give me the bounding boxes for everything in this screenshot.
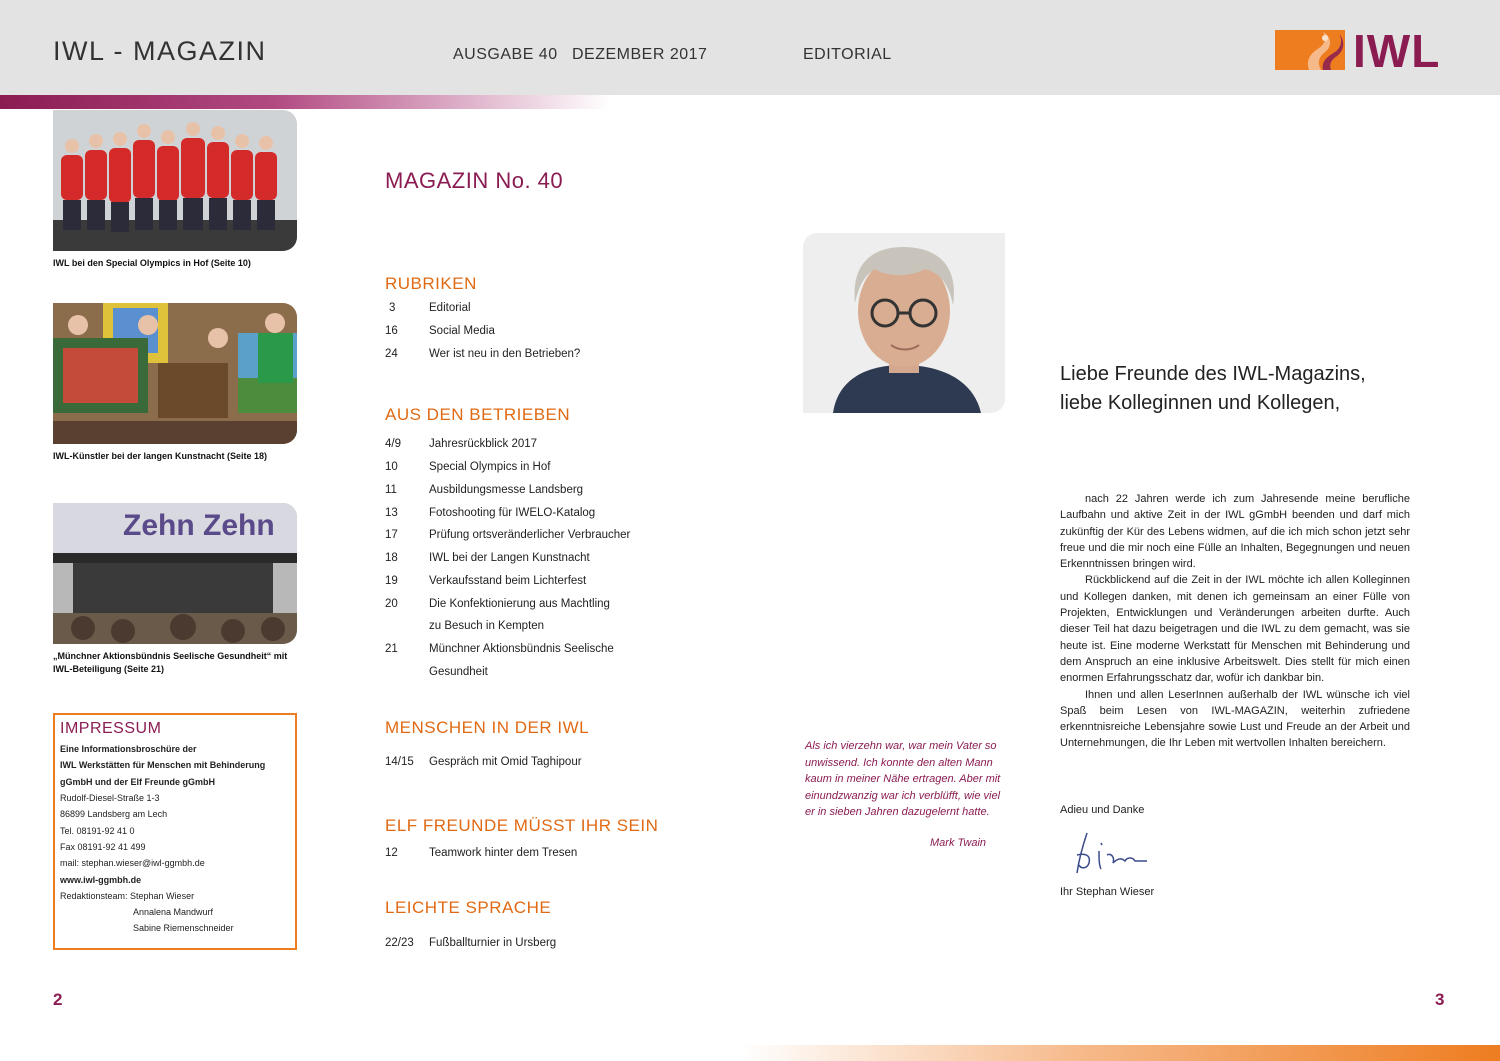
- toc-text: Jahresrückblick 2017: [429, 438, 538, 450]
- toc-page: 19: [385, 575, 398, 587]
- photo-kunstnacht: [53, 303, 297, 444]
- toc-item: [385, 302, 715, 324]
- logo-figure-icon: [1275, 30, 1345, 70]
- signature-icon: [1065, 825, 1165, 880]
- page-number-left: 2: [53, 990, 63, 1009]
- issue-date: DEZEMBER 2017: [572, 46, 708, 63]
- editorial-paragraph: Rückblickend auf die Zeit in der IWL möchte ich allen Kolleginnen und Kollegen danken, mit denen ich gemeinsam an einer Fülle von Projekten, Entwicklungen und Veränderungen arbeiten durfte. Auch dieser Teil hat dazu beigetragen und die IWL zu dem gemacht, was sie heute ist. Eine moderne Werkstatt für Menschen mit Behinderung und dem Anspruch an eine inklusive Arbeitswelt. Dies stellt für mich einen enormen Erfahrungsschatz dar, wofür ich dankbar bin.: [1060, 574, 1410, 685]
- toc-section-title: LEICHTE SPRACHE: [385, 898, 552, 917]
- quote-text: Als ich vierzehn war, war mein Vater so unwissend. Ich konnte den alten Mann kaum in meiner Nähe ertragen. Aber mit einundzwanzig war ich verblüfft, wie viel er in sieben Jahren dazugelernt hatte.: [805, 740, 1001, 818]
- accent-bar: [0, 95, 610, 109]
- toc-text: Special Olympics in Hof: [429, 461, 551, 473]
- impressum-box: [53, 713, 297, 950]
- greeting-line: liebe Kolleginnen und Kollegen,: [1060, 392, 1341, 414]
- toc-page: 4/9: [385, 438, 401, 450]
- toc-item: [385, 937, 715, 959]
- toc-item: [385, 847, 715, 869]
- toc-title: MAGAZIN No. 40: [385, 168, 564, 193]
- editorial-closing: Adieu und Danke: [1060, 804, 1145, 816]
- impressum-title: IMPRESSUM: [60, 720, 162, 737]
- impressum-line: gGmbH und der Elf Freunde gGmbH: [60, 777, 215, 787]
- toc-text: Prüfung ortsveränderlicher Verbraucher: [429, 529, 631, 541]
- impressum-line: www.iwl-ggmbh.de: [60, 875, 142, 885]
- toc-page: 24: [385, 348, 398, 360]
- impressum-line: 86899 Landsberg am Lech: [60, 809, 168, 819]
- toc-text: IWL bei der Langen Kunstnacht: [429, 552, 590, 564]
- editorial-body: [1060, 491, 1410, 752]
- toc-page: 22/23: [385, 937, 414, 949]
- impressum-line: IWL Werkstätten für Menschen mit Behinderung: [60, 760, 266, 770]
- toc-item: [385, 438, 715, 460]
- toc-item: [385, 756, 715, 778]
- impressum-line: Fax 08191-92 41 499: [60, 842, 146, 852]
- quote-author: Mark Twain: [930, 837, 987, 849]
- toc-page: 14/15: [385, 756, 414, 768]
- svg-text:Zehn Zehn: Zehn Zehn: [123, 509, 275, 542]
- toc-item: [385, 529, 715, 551]
- toc-text: Editorial: [429, 302, 471, 314]
- toc-page: 13: [385, 507, 398, 519]
- toc-section-title: MENSCHEN IN DER IWL: [385, 718, 590, 737]
- toc-page: 18: [385, 552, 398, 564]
- iwl-logo: [1275, 25, 1447, 77]
- toc-section-title: AUS DEN BETRIEBEN: [385, 405, 571, 424]
- photo-special-olympics: [53, 110, 297, 251]
- editorial-signer: Ihr Stephan Wieser: [1060, 886, 1155, 898]
- impressum-line: Redaktionsteam: Stephan Wieser: [60, 891, 195, 901]
- toc-text: Social Media: [429, 325, 495, 337]
- toc-page: 17: [385, 529, 398, 541]
- toc-item: [385, 598, 715, 620]
- editorial-greeting: [1060, 360, 1440, 418]
- toc-item: [385, 461, 715, 483]
- page-header: [0, 0, 1500, 95]
- section-label: EDITORIAL: [803, 46, 892, 63]
- toc-page: 16: [385, 325, 398, 337]
- toc-item: [385, 666, 715, 688]
- editorial-paragraph: Ihnen und allen LeserInnen außerhalb der IWL wünsche ich viel Spaß beim Lesen von IWL-MAGAZIN, weiterhin zufriedene erkenntnisreiche Lebensjahre sowie Lust und Freude an der Arbeit und Unternehmungen, die Ihr Leben mit wertvollen Inhalten bereichern.: [1060, 688, 1410, 750]
- toc-text: Teamwork hinter dem Tresen: [429, 847, 578, 859]
- impressum-line: Sabine Riemenschneider: [133, 923, 234, 933]
- toc-page: 3: [389, 302, 396, 314]
- toc-text: Die Konfektionierung aus Machtling: [429, 598, 610, 610]
- toc-page: 20: [385, 598, 398, 610]
- photo-caption: IWL bei den Special Olympics in Hof (Seite 10): [53, 258, 251, 268]
- toc-item: [385, 643, 715, 665]
- toc-item: [385, 620, 715, 642]
- accent-bar-bottom: [740, 1045, 1500, 1061]
- impressum-line: Annalena Mandwurf: [133, 907, 214, 917]
- toc-text: Münchner Aktionsbündnis Seelische: [429, 643, 614, 655]
- toc-text: Gespräch mit Omid Taghipour: [429, 756, 582, 768]
- impressum-line: Eine Informationsbroschüre der: [60, 744, 197, 754]
- toc-text: Verkaufsstand beim Lichterfest: [429, 575, 587, 587]
- toc-section-title: RUBRIKEN: [385, 274, 477, 293]
- impressum-line: Tel. 08191-92 41 0: [60, 826, 135, 836]
- portrait-photo: [803, 233, 1005, 413]
- photo-aktionsbuendnis: [53, 503, 297, 644]
- toc-item: [385, 575, 715, 597]
- toc-text: Wer ist neu in den Betrieben?: [429, 348, 581, 360]
- toc-page: 11: [385, 484, 397, 496]
- toc-page: 10: [385, 461, 398, 473]
- toc-page: 21: [385, 643, 398, 655]
- toc-text: Gesundheit: [429, 666, 488, 678]
- toc-text: Fotoshooting für IWELO-Katalog: [429, 507, 596, 519]
- toc-text: Fußballturnier in Ursberg: [429, 937, 557, 949]
- greeting-line: Liebe Freunde des IWL-Magazins,: [1060, 363, 1366, 385]
- toc-item: [385, 348, 715, 370]
- toc-item: [385, 552, 715, 574]
- impressum-line: mail: stephan.wieser@iwl-ggmbh.de: [60, 858, 205, 868]
- editorial-paragraph: nach 22 Jahren werde ich zum Jahresende meine berufliche Laufbahn und aktive Zeit in der IWL gGmbH beenden und darf mich zukünftig der Kür des Lebens widmen, auf die ich mich schon jetzt sehr freue und die mir noch eine Fülle an Inhalten, Begegnungen und neuen Erkenntnissen bringen wird.: [1060, 493, 1410, 571]
- toc-item: [385, 484, 715, 506]
- toc-text: Ausbildungsmesse Landsberg: [429, 484, 584, 496]
- photo-caption: „Münchner Aktionsbündnis Seelische Gesundheit“ mit IWL-Beteiligung (Seite 21): [53, 651, 288, 674]
- magazine-title: IWL - MAGAZIN: [53, 36, 267, 66]
- issue-number: AUSGABE 40: [453, 46, 558, 63]
- toc-item: [385, 507, 715, 529]
- photo-caption: IWL-Künstler bei der langen Kunstnacht (Seite 18): [53, 451, 268, 461]
- impressum-line: Rudolf-Diesel-Straße 1-3: [60, 793, 160, 803]
- toc-item: [385, 325, 715, 347]
- toc-section-title: ELF FREUNDE MÜSST IHR SEIN: [385, 816, 659, 835]
- logo-text: IWL: [1353, 25, 1441, 77]
- toc-page: 12: [385, 847, 398, 859]
- page-number-right: 3: [1435, 990, 1445, 1009]
- toc-text: zu Besuch in Kempten: [429, 620, 545, 632]
